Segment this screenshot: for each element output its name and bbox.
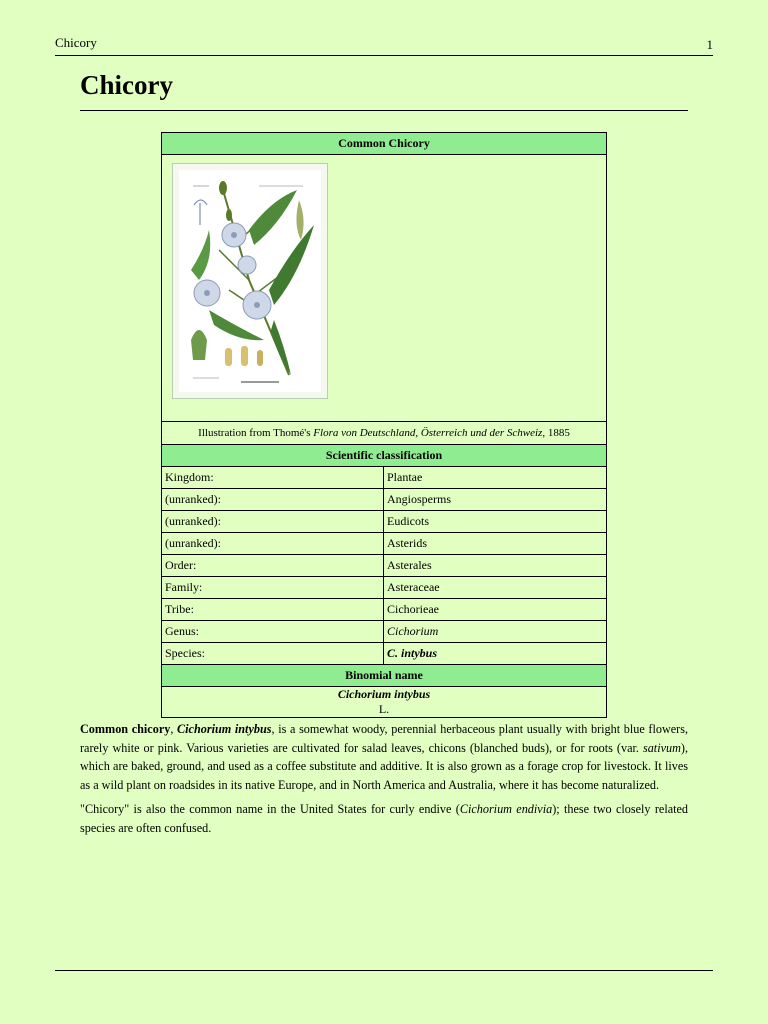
chicory-illustration <box>179 170 321 392</box>
taxon-value[interactable]: Cichorieae <box>384 599 607 621</box>
second-paragraph: "Chicory" is also the common name in the United States for curly endive (Cichorium endivia); these two closely related species are often confused. <box>80 802 689 835</box>
taxon-value[interactable] <box>384 621 607 643</box>
classification-header: Scientific classification <box>162 445 607 467</box>
taxon-row <box>162 555 607 577</box>
running-header <box>55 35 713 56</box>
taxon-rank: (unranked): <box>162 533 384 555</box>
infobox-title: Common Chicory <box>162 133 607 155</box>
page-title: Chicory <box>80 70 688 111</box>
taxon-value[interactable]: Asterales <box>384 555 607 577</box>
variety-name: sativum <box>642 740 681 755</box>
illustration-caption <box>162 422 607 445</box>
taxon-row <box>162 489 607 511</box>
taxon-value[interactable]: Angiosperms <box>384 489 607 511</box>
species-name: C. intybus <box>387 646 438 660</box>
taxon-rank: Kingdom: <box>162 467 384 489</box>
page-number: 1 <box>706 37 713 52</box>
infobox-image-cell <box>162 155 607 422</box>
caption-work-link[interactable]: Flora von Deutschland, Österreich und der Schweiz <box>313 427 543 439</box>
caption-prefix: Illustration from Thomé's <box>198 427 314 439</box>
taxon-row <box>162 533 607 555</box>
illustration-thumbnail[interactable] <box>172 163 328 399</box>
taxon-row <box>162 577 607 599</box>
binomial-cell <box>162 687 607 718</box>
taxon-rank: (unranked): <box>162 511 384 533</box>
taxon-value[interactable]: Eudicots <box>384 511 607 533</box>
taxon-row <box>162 467 607 489</box>
taxon-value[interactable]: Plantae <box>384 467 607 489</box>
binomial-name: Cichorium intybus <box>337 687 431 701</box>
taxon-row <box>162 511 607 533</box>
taxon-rank: Tribe: <box>162 599 384 621</box>
taxon-value <box>384 643 607 665</box>
binomial-header: Binomial name <box>162 665 607 687</box>
taxon-rank: (unranked): <box>162 489 384 511</box>
taxon-row <box>162 643 607 665</box>
genus-name[interactable]: Cichorium <box>387 624 439 638</box>
scientific-name: Cichorium intybus <box>177 722 272 736</box>
taxon-value[interactable]: Asterids <box>384 533 607 555</box>
taxon-rank: Genus: <box>162 621 384 643</box>
endive-link[interactable]: Cichorium endivia <box>459 802 553 816</box>
intro-paragraph: Common chicory, Cichorium intybus, is a somewhat woody, perennial herbaceous plant usually with bright blue flowers, rarely white or pink. Various varieties are cultivated for salad leaves, chicons (blanched buds), or for roots (var. sativum), which are baked, ground, and used as a coffee substitute and additive. It is also grown as a forage crop for livestock. It lives as a wild plant on roadsides in its native Europe, and in North America and Australia, where it has become naturalized. <box>80 722 689 792</box>
taxon-rank: Species: <box>162 643 384 665</box>
footer-rule <box>55 970 713 971</box>
taxobox <box>161 132 607 718</box>
taxon-row <box>162 599 607 621</box>
taxon-value[interactable]: Asteraceae <box>384 577 607 599</box>
taxon-row <box>162 621 607 643</box>
caption-suffix: , 1885 <box>542 427 570 439</box>
binomial-authority[interactable]: L. <box>378 702 390 716</box>
lead-term: Common chicory <box>80 722 171 736</box>
taxon-rank: Order: <box>162 555 384 577</box>
running-header-title: Chicory <box>55 35 97 50</box>
taxon-rank: Family: <box>162 577 384 599</box>
article-body <box>80 720 688 843</box>
